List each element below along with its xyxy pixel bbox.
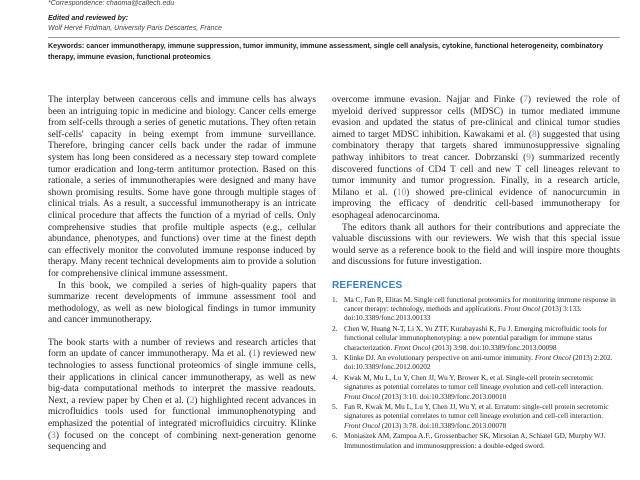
citation-link[interactable]: 9 <box>526 152 531 163</box>
overview-paragraph: The book starts with a number of reviews and research articles that form an update of cancer immunotherapy. Ma et al. (1) reviewed new technologies to assess functional proteomics of single immune cells, their applications in clinical cancer immunotherapy, as well as new big-data computational methods to interpret the massive readouts. Next, a review paper by Chen et al. (2) highlighted recent advances in microfluidics tools used for functional immunophenotyping and emphasized the potential of integrated microfluidics circuitry. Klinke (3) focused on the concept of combining next-generation genome sequencing and <box>48 337 317 453</box>
reference-item: 2. Chen W, Huang N-T, Li X, Yu ZTF, Kurabayashi K, Fu J. Emerging microfluidic tools for functional cellular immunophenotyping: a new potential paradigm for immune status characterization. Front Oncol (2013) 3:98. doi:10.3389/fonc.2013.00098 <box>332 323 607 352</box>
header-divider <box>48 37 620 38</box>
acknowledgement-paragraph: The editors thank all authors for their contributions and appreciate the valuable discussions with our reviewers. We wish that this special issue would serve as a reference book to the field and will inspire more thoughts and discussions for future investigation. <box>332 222 620 268</box>
reference-item: 5. Fan R, Kwak M, Mu L, Lu Y, Chen JJ, Wu Y, et al. Erratum: single-cell protein secretomic signatures as potential correlates to tumor cell lineage evolution and cell-cell interaction. Front Oncol (2013) 3:78. doi:10.3389/fonc.2013.00078 <box>332 401 609 430</box>
citation-link[interactable]: 10 <box>396 187 407 198</box>
references-list <box>332 295 620 451</box>
reference-item: 3. Klinke DJ. An evolutionary perspective on anti-tumor immunity. Front Oncol (2013) 2:202. doi:10.3389/fonc.2012.00202 <box>332 352 613 372</box>
citation-link[interactable]: 3 <box>51 430 56 441</box>
reference-item: 6. Moniaszek AM, Zampoa A.F., Grossenbacher SK, Mirsoian A, Schiatel GD, Murphy WJ. Immunostimulation and immunosuppression: a double-edged sword. <box>332 431 606 450</box>
evasion-paragraph: overcome immune evasion. Najjar and Finke (7) reviewed the role of myeloid derived suppressor cells (MDSC) in tumor mediated immune evasion and updated the status of pre-clinical and clinical tumor studies aimed to target MDSC inhibition. Kawakami et al. (8) suggested that using combinatory therapy that targets shared immunosuppressive signaling pathway inhibitors to treat cancer. Dobrzanski (9) summarized recently discovered functions of CD4 T cell and new T cell lineages relevant to tumor immunity and tumor progression. Finally, in a research article, Milano et al. (10) showed pre-clinical evidence of nanocurcumin in improving the efficacy of dendritic cell-based immunotherapy for esophageal adenocarcinoma. <box>332 95 620 221</box>
left-column <box>48 95 316 454</box>
book-summary-paragraph: In this book, we compiled a series of high-quality papers that summarize recent developments of immune assessment tool and methodology, as well as new biological findings in tumor immunity and cancer immunotherapy. <box>48 280 316 326</box>
correspondence: *Correspondence: chaoma@caltech.edu <box>48 0 175 7</box>
editor: Wolf Hervé Fridman, University Paris Descartes, France <box>48 25 222 32</box>
references-heading: REFERENCES <box>332 279 403 291</box>
keywords <box>48 41 620 62</box>
citation-link[interactable]: 7 <box>523 95 528 105</box>
intro-paragraph: The interplay between cancerous cells and immune cells has always been an intriguing topic in medicine and biology. Cancer cells emerge from self-cells through a series of genetic mutations. They often retain self-cells' capacity in being exempt from immune surveillance. Therefore, bringing cancer cells back under the radar of immune system has long been considered as a necessary step toward complete tumor eradication and long-term antitumor protection. Based on this rationale, a series of immunotherapies were designed and many have shown promising results. Some have gone through multiple stages of clinical trials. As a result, a successful immunotherapy is an intricate clinical procedure that affects the function of a myriad of cells. Only comprehensive studies that profile multiple aspects (e.g., cellular abundance, phenotypes, and functions) over time at the finest depth can effectively monitor the convoluted immune response induced by therapy. Many recent technical developments aim to provide a solution for comprehensive clinical immune assessment. <box>48 95 316 279</box>
reference-item: 4. Kwak M, Mu L, Lu Y, Chen JJ, Wu Y, Brower K, et al. Single-cell protein secretomic signatures as potential correlates to tumor cell lineage evolution and cell-cell interaction. Front Oncol (2013) 3:10. doi:10.3389/fonc.2013.00010 <box>332 372 603 401</box>
citation-link[interactable]: 2 <box>189 395 195 406</box>
right-column <box>332 95 620 451</box>
citation-link[interactable]: 1 <box>252 349 257 360</box>
keywords-label: Keywords: <box>48 42 85 50</box>
reference-item: 1. Ma C, Fan R, Elitas M. Single cell functional proteomics for monitoring immune response in cancer therapy: technology, methods and applications. Front Oncol (2013) 3:133. doi:10.3389/fonc.2013.00133 <box>332 294 616 323</box>
citation-link[interactable]: 8 <box>531 129 537 140</box>
keywords-text: cancer immunotherapy, immune suppression, tumor immunity, immune assessment, single cell analysis, cytokine, functional heterogeneity, combinatory therapy, immune evasion, functional proteomics <box>48 42 604 61</box>
edited-label: Edited and reviewed by: <box>48 15 129 22</box>
